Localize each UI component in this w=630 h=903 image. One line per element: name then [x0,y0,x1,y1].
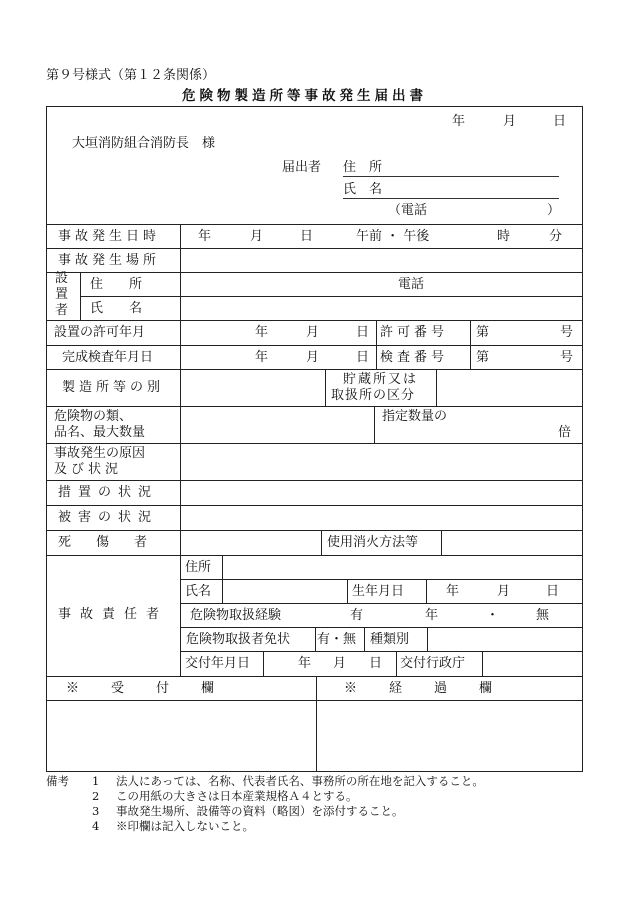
permit-day: 日 [356,325,370,340]
occurrence-hour: 時 [497,229,511,244]
note-2-text: この用紙の大きさは日本産業規格Ａ４とする。 [116,789,358,803]
facility-type-label: 製造所等の別 [62,380,165,395]
note-1-num: 1 [92,774,100,788]
place-label: 事故発生場所 [58,253,161,268]
measures-label: 措置の状況 [58,485,159,500]
birth-label: 生年月日 [352,584,405,599]
permit-year: 年 [255,325,269,340]
birth-day: 日 [546,584,560,599]
installer-label: 設置者 [55,271,69,318]
permit-dai: 第 [476,325,490,340]
resp-name-label: 氏名 [185,584,212,599]
note-4-num: 4 [92,819,100,833]
reception-label: ※ 受 付 欄 [66,681,217,696]
experience-dot: ・ [486,608,500,623]
notifier-name-label: 氏 名 [343,182,383,197]
completion-date-label: 完成検査年月日 [62,350,154,365]
casualty-label: 死傷者 [58,535,173,550]
permit-number-label: 許可番号 [380,325,449,340]
hazmat-label-1: 危険物の類、 [54,409,133,424]
date-day: 日 [553,114,567,129]
remarks-label: 備考 [46,774,69,788]
experience-nashi[interactable]: 無 [536,608,550,623]
completion-month: 月 [306,350,320,365]
notifier-name-line[interactable] [343,198,559,199]
designated-qty-label: 指定数量の [382,409,448,424]
cause-label-2: 及び状況 [54,462,123,477]
license-ari-nashi[interactable]: 有・無 [317,632,357,647]
damage-label: 被害の状況 [58,510,159,525]
extinguish-label: 使用消火方法等 [327,535,419,550]
birth-month: 月 [497,584,511,599]
phone-open: （電話 [388,203,428,218]
experience-ari[interactable]: 有 [350,608,364,623]
occurrence-month: 月 [250,229,264,244]
note-1-text: 法人にあっては、名称、代表者氏名、事務所の所在地を記入すること。 [116,774,484,788]
notifier-address-label: 住 所 [343,160,383,175]
experience-label: 危険物取扱経験 [190,608,282,623]
license-label: 危険物取扱者免状 [186,632,291,647]
progress-label: ※ 経 過 欄 [344,681,495,696]
installer-name-label: 氏 名 [90,301,143,316]
issue-year: 年 [298,656,312,671]
responsible-label: 事故責任者 [58,607,169,622]
occurrence-date-label: 事故発生日時 [58,229,161,244]
storage-label-2: 取扱所の区分 [331,388,416,403]
notifier-label: 届出者 [282,160,322,175]
issue-date-label: 交付年月日 [185,656,251,671]
hazmat-label-2: 品名、最大数量 [54,425,146,440]
inspection-number-label: 検査番号 [380,350,449,365]
date-month: 月 [503,114,517,129]
experience-year: 年 [425,608,439,623]
license-kind-label: 種類別 [370,632,410,647]
inspection-dai: 第 [476,350,490,365]
permit-month: 月 [306,325,320,340]
addressee: 大垣消防組合消防長 様 [72,136,216,151]
occurrence-day: 日 [300,229,314,244]
note-2-num: 2 [92,789,100,803]
inspection-go: 号 [560,350,574,365]
occurrence-minute: 分 [549,229,563,244]
installer-phone-label: 電話 [398,277,425,292]
installer-address-label: 住 所 [90,277,143,292]
notifier-address-line[interactable] [343,176,559,177]
cause-label-1: 事故発生の原因 [54,446,146,461]
permit-go: 号 [560,325,574,340]
issue-month: 月 [333,656,347,671]
note-3-num: 3 [92,804,100,818]
permit-date-label: 設置の許可年月 [54,325,146,340]
bai-label: 倍 [558,425,572,440]
phone-close: ） [547,203,561,218]
issuer-label: 交付行政庁 [400,656,466,671]
date-year: 年 [452,114,466,129]
form-number: 第９号様式（第１２条関係） [46,68,216,83]
place-field[interactable] [181,249,582,272]
storage-label-1: 貯蔵所又は [343,372,419,387]
form-title: 危険物製造所等事故発生届出書 [182,88,427,104]
note-3-text: 事故発生場所、設備等の資料（略図）を添付すること。 [116,804,404,818]
completion-day: 日 [356,350,370,365]
birth-year: 年 [446,584,460,599]
am-pm[interactable]: 午前 ・ 午後 [356,229,430,244]
resp-address-label: 住所 [185,560,212,575]
completion-year: 年 [255,350,269,365]
occurrence-year: 年 [198,229,212,244]
issue-day: 日 [369,656,383,671]
note-4-text: ※印欄は記入しないこと。 [116,819,254,833]
